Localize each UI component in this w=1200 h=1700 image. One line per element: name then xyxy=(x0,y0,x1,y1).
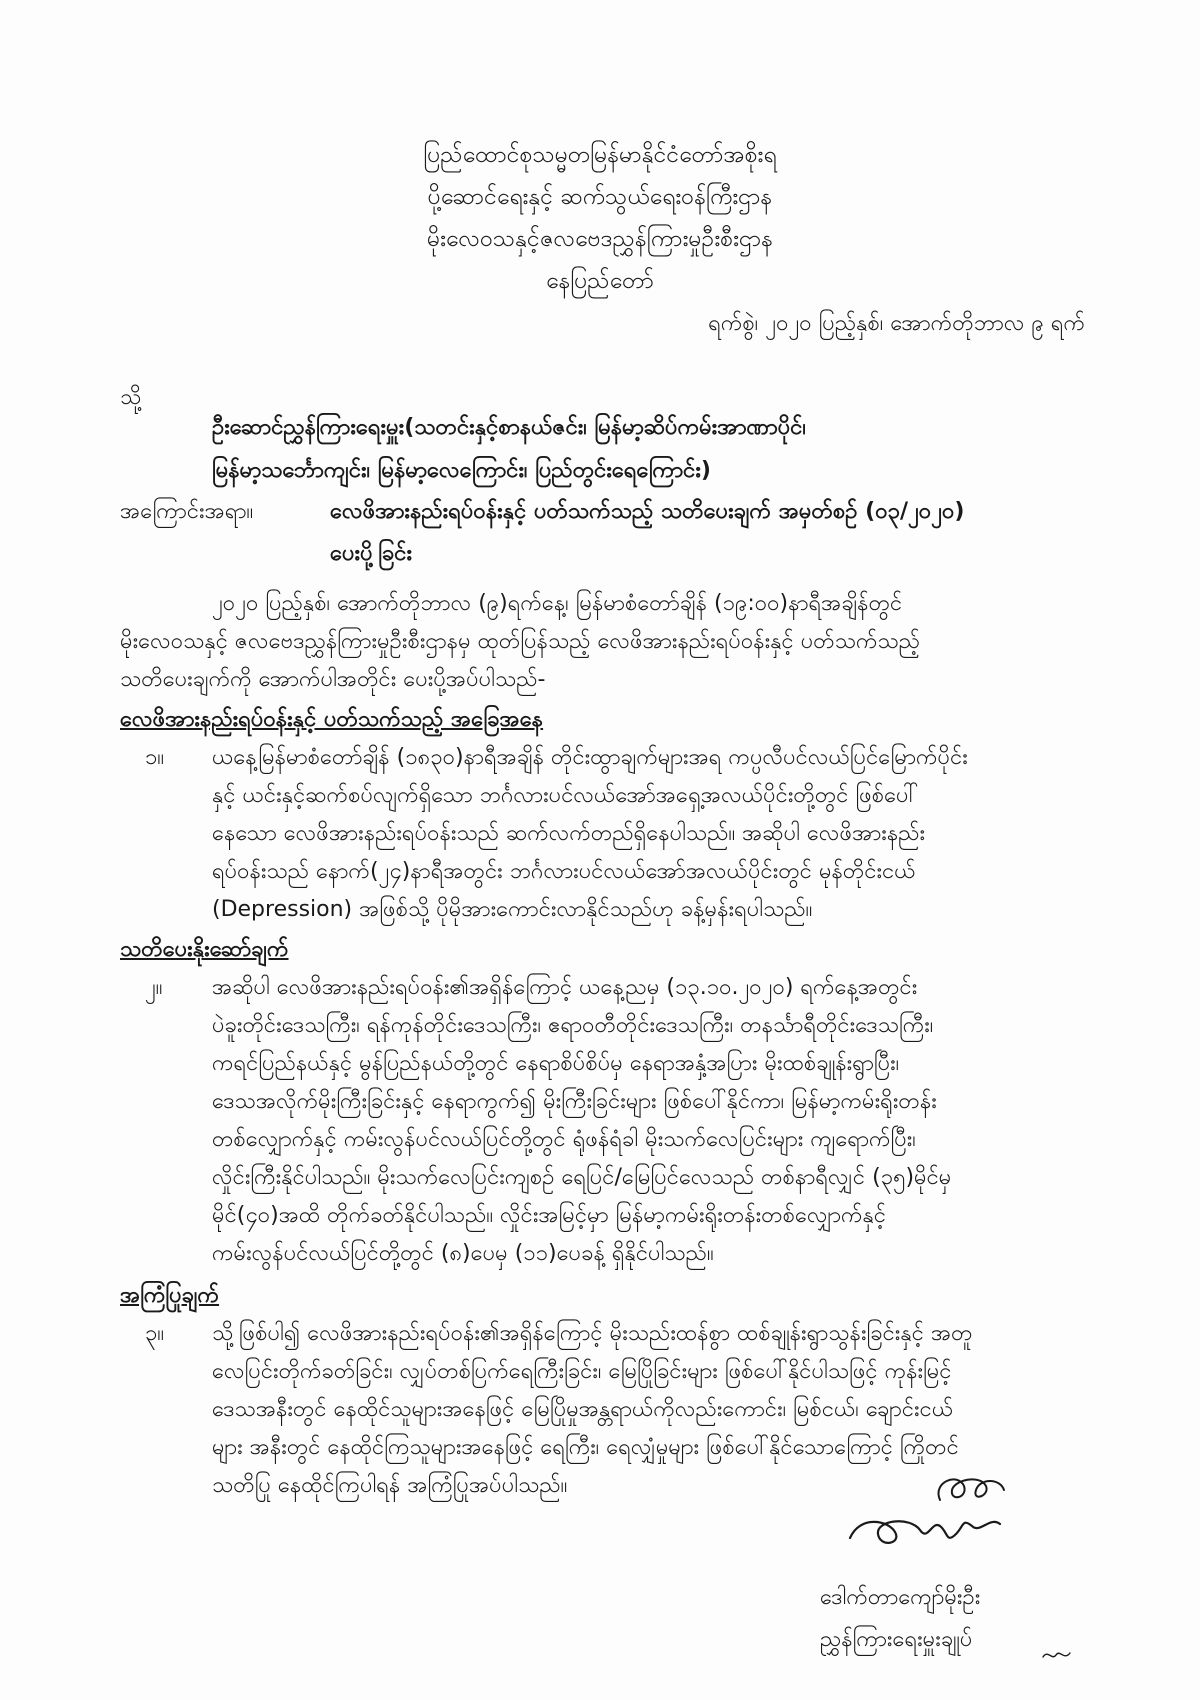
paragraph-line: ရပ်ဝန်းသည် နောက်(၂၄)နာရီအတွင်း ဘင်္ဂလားပင်လယ်အော်အလယ်ပိုင်းတွင် မုန်တိုင်းငယ် xyxy=(212,859,916,884)
intro-line: မိုးလေဝသနှင့် ဇလဗေဒညွှန်ကြားမှုဦးစီးဌာနမှ ထုတ်ပြန်သည့် လေဖိအားနည်းရပ်ဝန်းနှင့် ပတ်သက်သည့် xyxy=(120,629,921,654)
paragraph-line: နေသော လေဖိအားနည်းရပ်ဝန်းသည် ဆက်လက်တည်ရှိနေပါသည်။ အဆိုပါ လေဖိအားနည်း xyxy=(212,821,926,846)
paragraph-line: (Depression) အဖြစ်သို့ ပိုမိုအားကောင်းလာနိုင်သည်ဟု ခန့်မှန်းရပါသည်။ xyxy=(212,897,813,922)
paragraph-line: အဆိုပါ လေဖိအားနည်းရပ်ဝန်း၏အရှိန်ကြောင့် ယနေ့ညမှ (၁၃.၁၀.၂၀၂၀) ရက်နေ့အတွင်း xyxy=(212,975,918,1000)
signatory-title: ညွှန်ကြားရေးမှူးချုပ် xyxy=(820,1627,973,1652)
department-title: မိုးလေဝသနှင့်ဇလဗေဒညွှန်ကြားမှုဦးစီးဌာန xyxy=(426,226,774,252)
paragraph-line: ကရင်ပြည်နယ်နှင့် မွန်ပြည်နယ်တို့တွင် နေရာစိပ်စိပ်မှ နေရာအနှံ့အပြား မိုးထစ်ချုန်းရွာပြီး၊ xyxy=(212,1051,900,1076)
section-heading-situation: လေဖိအားနည်းရပ်ဝန်းနှင့် ပတ်သက်သည့် အခြေအနေ xyxy=(120,707,544,732)
intro-line: သတိပေးချက်ကို အောက်ပါအတိုင်း ပေးပို့အပ်ပါသည်- xyxy=(120,667,546,692)
paragraph-line: ပဲခူးတိုင်းဒေသကြီး၊ ရန်ကုန်တိုင်းဒေသကြီး၊ ဧရာဝတီတိုင်းဒေသကြီး၊ တနင်္သာရီတိုင်းဒေသကြီး၊ xyxy=(212,1013,934,1038)
paragraph-line: လှိုင်းကြီးနိုင်ပါသည်။ မိုးသက်လေပြင်းကျစဉ် ရေပြင်/မြေပြင်လေသည် တစ်နာရီလျှင် (၃၅)မိုင်မှ xyxy=(212,1165,952,1190)
recipient-line-2: မြန်မာ့သင်္ဘောကျင်း၊ မြန်မာ့လေကြောင်း၊ ပြည်တွင်းရေကြောင်း) xyxy=(212,458,711,483)
recipient-line-1: ဦးဆောင်ညွှန်ကြားရေးမှူး(သတင်းနှင့်စာနယ်ဇင်း၊ မြန်မာ့ဆိပ်ကမ်းအာဏာပိုင်၊ xyxy=(212,415,806,440)
paragraph-line: မိုင်(၄၀)အထိ တိုက်ခတ်နိုင်ပါသည်။ လှိုင်းအမြင့်မှာ မြန်မာ့ကမ်းရိုးတန်းတစ်လျှောက်နှင့် xyxy=(212,1203,887,1228)
paragraph-line: ဒေသအလိုက်မိုးကြီးခြင်းနှင့် နေရာကွက်၍ မိုးကြီးခြင်းများ ဖြစ်ပေါ်နိုင်ကာ၊ မြန်မာ့ကမ်းရိုးတန်း xyxy=(212,1089,937,1114)
handwritten-signature xyxy=(840,1460,1030,1560)
location: နေပြည်တော် xyxy=(546,268,654,294)
subject-label: အကြောင်းအရာ။ xyxy=(120,499,254,524)
section-heading-warning: သတိပေးနိုးဆော်ချက် xyxy=(120,937,289,962)
paragraph-line: နှင့် ယင်းနှင့်ဆက်စပ်လျက်ရှိသော ဘင်္ဂလားပင်လယ်အော်အရှေ့အလယ်ပိုင်းတို့တွင် ဖြစ်ပေါ် xyxy=(212,783,919,808)
section-heading-advice: အကြံပြုချက် xyxy=(120,1283,220,1308)
paragraph-line: ကမ်းလွန်ပင်လယ်ပြင်တို့တွင် (၈)ပေမှ (၁၁)ပေခန့် ရှိနိုင်ပါသည်။ xyxy=(212,1241,714,1266)
paragraph-number: ၃။ xyxy=(145,1321,165,1346)
subject-line-1: လေဖိအားနည်းရပ်ဝန်းနှင့် ပတ်သက်သည့် သတိပေးချက် အမှတ်စဉ် (၀၃/၂၀၂၀) xyxy=(330,499,965,524)
paragraph-line: များ အနီးတွင် နေထိုင်ကြသူများအနေဖြင့် ရေကြီး၊ ရေလျှံမှုများ ဖြစ်ပေါ်နိုင်သောကြောင့် ကြိုတင် xyxy=(212,1435,959,1460)
signatory-name: ဒေါက်တာကျော်မိုးဦး xyxy=(820,1585,981,1610)
to-label: သို့ xyxy=(120,385,142,410)
subject-line-2: ပေးပို့ခြင်း xyxy=(330,541,413,566)
letter-date: ရက်စွဲ၊ ၂၀၂၀ ပြည့်နှစ်၊ အောက်တိုဘာလ ၉ ရက် xyxy=(708,311,1085,336)
intro-line: ၂၀၂၀ ပြည့်နှစ်၊ အောက်တိုဘာလ (၉)ရက်နေ့၊ မြန်မာစံတော်ချိန် (၁၉:၀၀)နာရီအချိန်တွင် xyxy=(212,591,903,616)
paragraph-number: ၂။ xyxy=(145,975,163,1000)
paragraph-number: ၁။ xyxy=(145,745,165,770)
paragraph-line: ယနေ့မြန်မာစံတော်ချိန် (၁၈၃၀)နာရီအချိန် တိုင်းထွာချက်များအရ ကပ္ပလီပင်လယ်ပြင်မြောက်ပိုင်း xyxy=(212,745,968,770)
ministry-title: ပို့ဆောင်ရေးနှင့် ဆက်သွယ်ရေးဝန်ကြီးဌာန xyxy=(427,184,773,210)
paragraph-line: လေပြင်းတိုက်ခတ်ခြင်း၊ လျှပ်တစ်ပြက်ရေကြီးခြင်း၊ မြေပြိုခြင်းများ ဖြစ်ပေါ်နိုင်ပါသဖြင့် ကုန်းမြင့် xyxy=(212,1359,952,1384)
paragraph-line: တစ်လျှောက်နှင့် ကမ်းလွန်ပင်လယ်ပြင်တို့တွင် ရုံဖန်ရံခါ မိုးသက်လေပြင်းများ ကျရောက်ပြီး၊ xyxy=(212,1127,916,1152)
paragraph-line: ဒေသအနီးတွင် နေထိုင်သူများအနေဖြင့် မြေပြိုမှုအန္တရာယ်ကိုလည်းကောင်း၊ မြစ်ငယ်၊ ချောင်းငယ် xyxy=(212,1397,954,1422)
paragraph-line: သတိပြု နေထိုင်ကြပါရန် အကြံပြုအပ်ပါသည်။ xyxy=(212,1473,568,1498)
paragraph-line: သို့ဖြစ်ပါ၍ လေဖိအားနည်းရပ်ဝန်း၏အရှိန်ကြောင့် မိုးသည်းထန်စွာ ထစ်ချုန်းရွာသွန်းခြင်းနှင့် အတူ xyxy=(212,1321,973,1346)
handwritten-initials xyxy=(1040,1645,1074,1665)
government-title: ပြည်ထောင်စုသမ္မတမြန်မာနိုင်ငံတော်အစိုးရ xyxy=(423,142,777,168)
